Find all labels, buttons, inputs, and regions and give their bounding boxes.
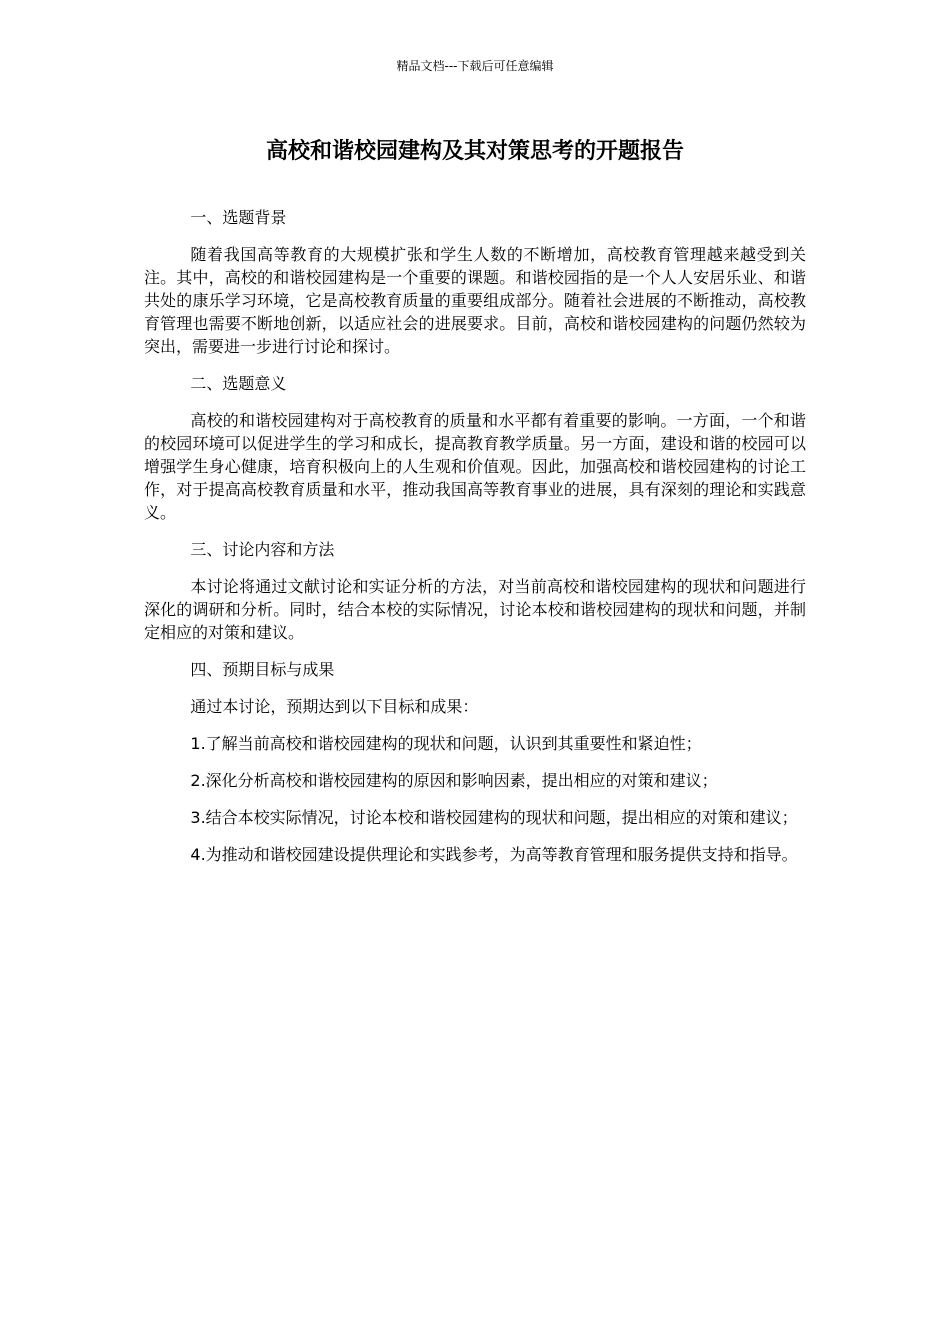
section-heading: 一、选题背景 bbox=[190, 208, 287, 227]
paragraph: 随着我国高等教育的大规模扩张和学生人数的不断增加，高校教育管理越来越受到关注。其中，高校的和谐校园建构是一个重要的课题。和谐校园指的是一个人人安居乐业、和谐共处的康乐学习环境，它是高校教育质量的重要组成部分。随着社会进展的不断推动，高校教育管理也需要不断地创新，以适应社会的进展要求。目前，高校和谐校园建构的问题仍然较为突出，需要进一步进行讨论和探讨。 bbox=[144, 245, 806, 356]
header-note: 精品文档---下载后可任意编辑 bbox=[396, 59, 554, 73]
section-heading: 二、选题意义 bbox=[190, 374, 287, 393]
paragraph: 本讨论将通过文献讨论和实证分析的方法，对当前高校和谐校园建构的现状和问题进行深化的调研和分析。同时，结合本校的实际情况，讨论本校和谐校园建构的现状和问题，并制定相应的对策和建议。 bbox=[144, 577, 806, 642]
list-item: 3.结合本校实际情况，讨论本校和谐校园建构的现状和问题，提出相应的对策和建议； bbox=[190, 808, 798, 827]
paragraph: 通过本讨论，预期达到以下目标和成果： bbox=[190, 697, 479, 716]
list-item: 1.了解当前高校和谐校园建构的现状和问题，认识到其重要性和紧迫性； bbox=[190, 734, 702, 753]
section-heading: 四、预期目标与成果 bbox=[190, 660, 335, 679]
list-item: 4.为推动和谐校园建设提供理论和实践参考，为高等教育管理和服务提供支持和指导。 bbox=[190, 845, 798, 864]
document-title: 高校和谐校园建构及其对策思考的开题报告 bbox=[265, 139, 684, 164]
document-body bbox=[144, 206, 806, 866]
section-heading: 三、讨论内容和方法 bbox=[190, 540, 335, 559]
list-item: 2.深化分析高校和谐校园建构的原因和影响因素，提出相应的对策和建议； bbox=[190, 771, 718, 790]
paragraph: 高校的和谐校园建构对于高校教育的质量和水平都有着重要的影响。一方面，一个和谐的校园环境可以促进学生的学习和成长，提高教育教学质量。另一方面，建设和谐的校园可以增强学生身心健康，培育积极向上的人生观和价值观。因此，加强高校和谐校园建构的讨论工作，对于提高高校教育质量和水平，推动我国高等教育事业的进展，具有深刻的理论和实践意义。 bbox=[144, 411, 806, 522]
